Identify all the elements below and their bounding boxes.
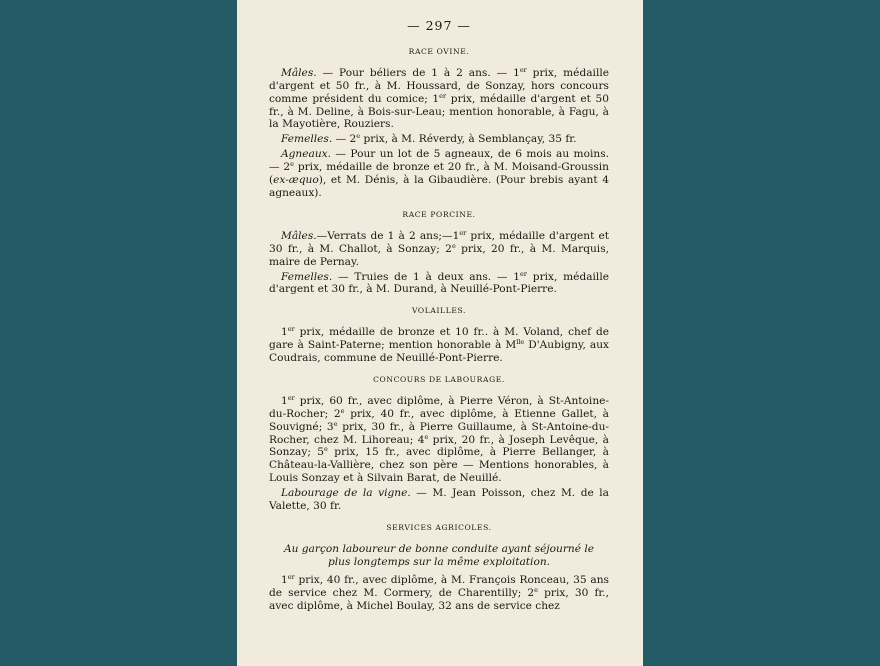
- paragraph-text: prix, 20 fr., à M. Marquis, maire de Pernay.: [269, 242, 609, 268]
- section-heading-race-porcine: RACE PORCINE.: [402, 209, 476, 219]
- ordinal-suffix: lle: [516, 338, 525, 347]
- paragraph-text: 1: [281, 394, 288, 407]
- paragraph-text: D'Aubigny, aux Coudrais, commune de Neuillé-Pont-Pierre.: [269, 339, 609, 365]
- ordinal-suffix: er: [459, 228, 467, 237]
- paragraph-lead: Femelles.: [281, 133, 333, 146]
- paragraph-ovine-agneaux: [269, 148, 609, 200]
- paragraph-volailles: [269, 326, 609, 365]
- ordinal-suffix: er: [519, 65, 527, 74]
- paragraph-lead: Mâles.: [281, 66, 317, 79]
- paragraph-text: 1: [281, 573, 288, 586]
- ordinal-suffix: e: [356, 132, 361, 141]
- paragraph-text: prix, 60 fr., avec diplôme, à Pierre Véron, à St-Antoine-du-Rocher; 2: [269, 394, 609, 420]
- paragraph-text: prix, 30 fr., avec diplôme, à Michel Boulay, 32 ans de service chez: [269, 586, 610, 612]
- ordinal-suffix: e: [333, 419, 338, 428]
- book-page: [237, 0, 643, 666]
- ordinal-suffix: e: [324, 445, 328, 454]
- section-heading-concours-labourage: CONCOURS DE LABOURAGE.: [373, 374, 505, 384]
- ordinal-suffix: er: [520, 269, 528, 278]
- paragraph-services: [269, 574, 609, 613]
- paragraph-text: prix, 40 fr., avec diplôme, à M. François Ronceau, 35 ans de service chez M. Cormery, de Charentilly; 2: [269, 573, 609, 599]
- ordinal-suffix: e: [340, 406, 345, 415]
- ordinal-suffix: er: [287, 393, 295, 402]
- paragraph-porcine-femelles: [269, 271, 609, 297]
- ordinal-suffix: e: [534, 585, 539, 594]
- italic-text: ex-æquo: [273, 174, 319, 187]
- paragraph-lead: Agneaux.: [281, 148, 332, 161]
- ordinal-suffix: e: [290, 160, 295, 169]
- paragraph-text: prix, médaille d'argent et 30 fr., à M. Durand, à Neuillé-Pont-Pierre.: [269, 270, 609, 296]
- paragraph-text: ), et M. Dénis, à la Gibaudière. (Pour brebis ayant 4 agneaux).: [269, 174, 609, 199]
- paragraph-lead: Femelles.: [281, 270, 333, 283]
- page-number: — 297 —: [407, 18, 471, 33]
- section-heading-volailles: VOLAILLES.: [411, 306, 467, 316]
- ordinal-suffix: e: [451, 241, 456, 250]
- paragraph-text: 1: [281, 326, 288, 339]
- paragraph-text: prix, médaille d'argent et 30 fr., à M. Challot, à Sonzay; 2: [269, 229, 610, 255]
- paragraph-porcine-males: [269, 230, 609, 269]
- paragraph-lead: Labourage de la vigne.: [281, 487, 411, 500]
- section-heading-services-agricoles: SERVICES AGRICOLES.: [386, 523, 492, 532]
- paragraph-text: prix, 30 fr., à Pierre Guillaume, à St-Antoine-du-Rocher, chez M. Lihoreau; 4: [269, 420, 609, 446]
- paragraph-text: prix, à M. Réverdy, à Semblançay, 35 fr.: [360, 133, 577, 146]
- paragraph-text: prix, médaille de bronze et 10 fr.. à M. Voland, chef de gare à Saint-Paterne; mention honorable à M: [269, 326, 609, 352]
- paragraph-text: prix, médaille d'argent et 50 fr., à M. Deline, à Bois-sur-Leau; mention honorable, à Fagu, à la Mayotière, Rouziers.: [269, 92, 609, 131]
- paragraph-text: — M. Jean Poisson, chez M. de la Valette, 30 fr.: [269, 487, 609, 513]
- paragraph-text: — Truies de 1 à deux ans. — 1: [332, 270, 521, 283]
- paragraph-ovine-males: [269, 67, 609, 132]
- paragraph-text: prix, médaille d'argent et 50 fr., à M. Houssard, de Sonzay, hors concours comme président du comice; 1: [269, 66, 609, 105]
- paragraph-labourage: [269, 395, 609, 485]
- paragraph-lead: Mâles.: [281, 229, 317, 242]
- paragraph-text: prix, médaille de bronze et 20 fr., à M. Moisand-Groussin (: [269, 161, 610, 187]
- paragraph-text: — Pour béliers de 1 à 2 ans. — 1: [316, 66, 520, 79]
- section-subtitle: Au garçon laboureur de bonne conduite ayant séjourné le plus longtemps sur la même exploitation.: [283, 542, 595, 568]
- paragraph-text: —Verrats de 1 à 2 ans;—1: [316, 229, 460, 242]
- paragraph-text: — 2: [332, 133, 357, 146]
- paragraph-text: prix, 40 fr., avec diplôme, à Etienne Gallet, à Souvigné; 3: [269, 407, 609, 433]
- ordinal-suffix: er: [287, 572, 295, 581]
- ordinal-suffix: e: [424, 432, 429, 441]
- paragraph-text: prix, 15 fr., avec diplôme, à Pierre Bellanger, à Château-la-Vallière, chez son père — Mentions honorables, à Louis Sonzay et à Silvain Barat, de Neuillé.: [269, 446, 609, 485]
- ordinal-suffix: er: [439, 91, 447, 100]
- paragraph-text: — Pour un lot de 5 agneaux, de 6 mois au moins. — 2: [269, 148, 609, 174]
- ordinal-suffix: er: [287, 325, 295, 334]
- section-heading-race-ovine: RACE OVINE.: [408, 46, 470, 56]
- paragraph-ovine-femelles: [269, 133, 609, 146]
- paragraph-text: prix, 20 fr., à Joseph Levêque, à Sonzay; 5: [269, 433, 609, 459]
- paragraph-labourage-vigne: [269, 487, 609, 513]
